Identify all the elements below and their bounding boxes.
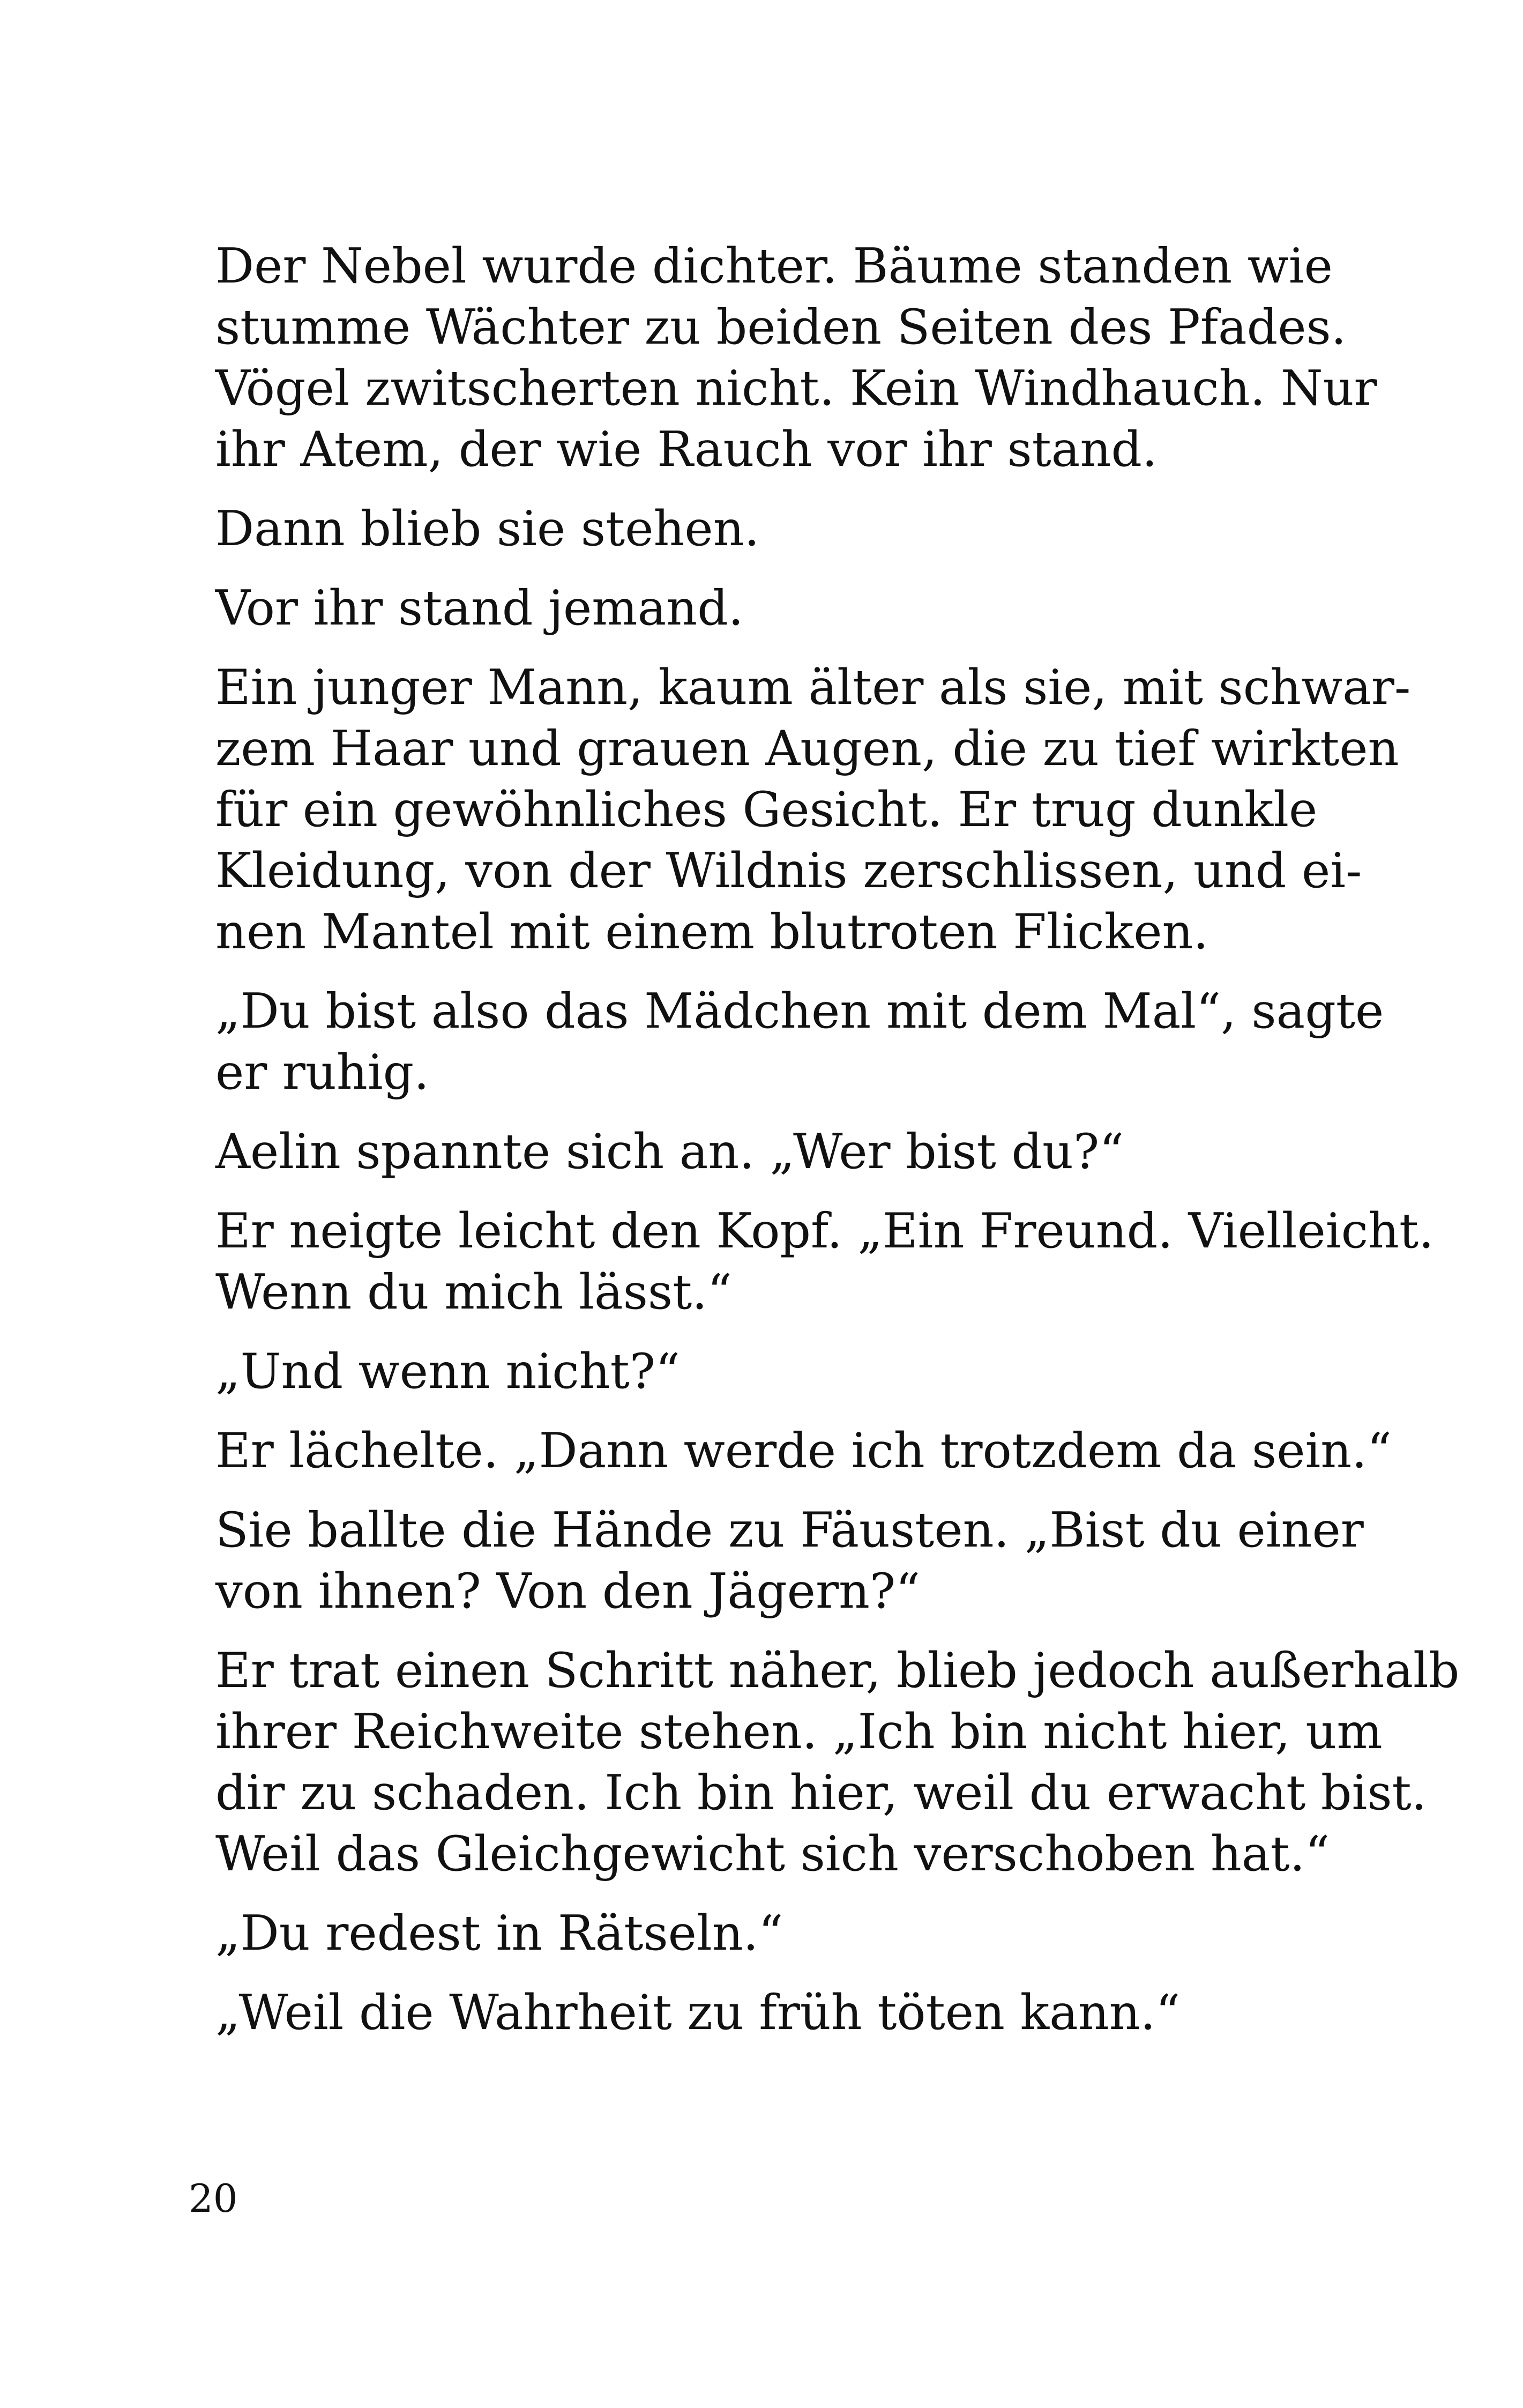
text-line: Dann blieb sie stehen.	[215, 501, 760, 557]
text-line: Wenn du mich lässt.“	[215, 1264, 732, 1320]
text-line: „Und wenn nicht?“	[215, 1343, 681, 1400]
paragraph	[215, 236, 1377, 480]
text-line: zem Haar und grauen Augen, die zu tief wirkten	[215, 720, 1399, 777]
paragraph	[215, 1421, 1392, 1482]
text-line: dir zu schaden. Ich bin hier, weil du erwacht bist.	[215, 1765, 1427, 1821]
text-line: er ruhig.	[215, 1044, 429, 1101]
text-line: nen Mantel mit einem blutroten Flicken.	[215, 904, 1209, 960]
text-line: Der Nebel wurde dichter. Bäume standen wie	[215, 238, 1333, 294]
paragraph	[215, 1121, 1319, 1183]
text-line: Vor ihr stand jemand.	[215, 580, 744, 636]
text-line: stumme Wächter zu beiden Seiten des Pfades.	[215, 299, 1347, 355]
text-line: Sie ballte die Hände zu Fäusten. „Bist du einer	[215, 1502, 1364, 1558]
text-line: von ihnen? Von den Jägern?“	[215, 1563, 921, 1619]
text-line: Vögel zwitscherten nicht. Kein Windhauch. Nur	[215, 360, 1377, 417]
paragraph	[215, 1903, 1319, 1964]
paragraph	[215, 1201, 1434, 1323]
text-line: Er neigte leicht den Kopf. „Ein Freund. Vielleicht.	[215, 1203, 1434, 1259]
text-line: Ein junger Mann, kaum älter als sie, mit schwar-	[215, 659, 1411, 716]
text-line: ihr Atem, der wie Rauch vor ihr stand.	[215, 421, 1158, 478]
paragraph	[215, 499, 1319, 560]
text-line: Er lächelte. „Dann werde ich trotzdem da sein.“	[215, 1423, 1392, 1479]
text-line: Weil das Gleichgewicht sich verschoben hat.“	[215, 1826, 1330, 1882]
text-line: Er trat einen Schritt näher, blieb jedoch außerhalb	[215, 1643, 1460, 1699]
paragraph	[215, 578, 1319, 639]
text-line: „Du bist also das Mädchen mit dem Mal“, sagte	[215, 983, 1384, 1039]
text-line: ihrer Reichweite stehen. „Ich bin nicht hier, um	[215, 1704, 1383, 1760]
text-line: „Weil die Wahrheit zu früh töten kann.“	[215, 1985, 1181, 2041]
text-line: „Du redest in Rätseln.“	[215, 1905, 783, 1961]
body-text	[215, 236, 1460, 2062]
text-line: für ein gewöhnliches Gesicht. Er trug dunkle	[215, 782, 1318, 838]
paragraph	[215, 1341, 1319, 1402]
page-number: 20	[189, 2176, 238, 2221]
text-line: Kleidung, von der Wildnis zerschlissen, und ei-	[215, 843, 1362, 899]
paragraph	[215, 657, 1411, 963]
paragraph	[215, 1500, 1364, 1622]
paragraph	[215, 981, 1384, 1103]
paragraph	[215, 1982, 1319, 2043]
text-line: Aelin spannte sich an. „Wer bist du?“	[215, 1124, 1124, 1180]
paragraph	[215, 1640, 1460, 1885]
